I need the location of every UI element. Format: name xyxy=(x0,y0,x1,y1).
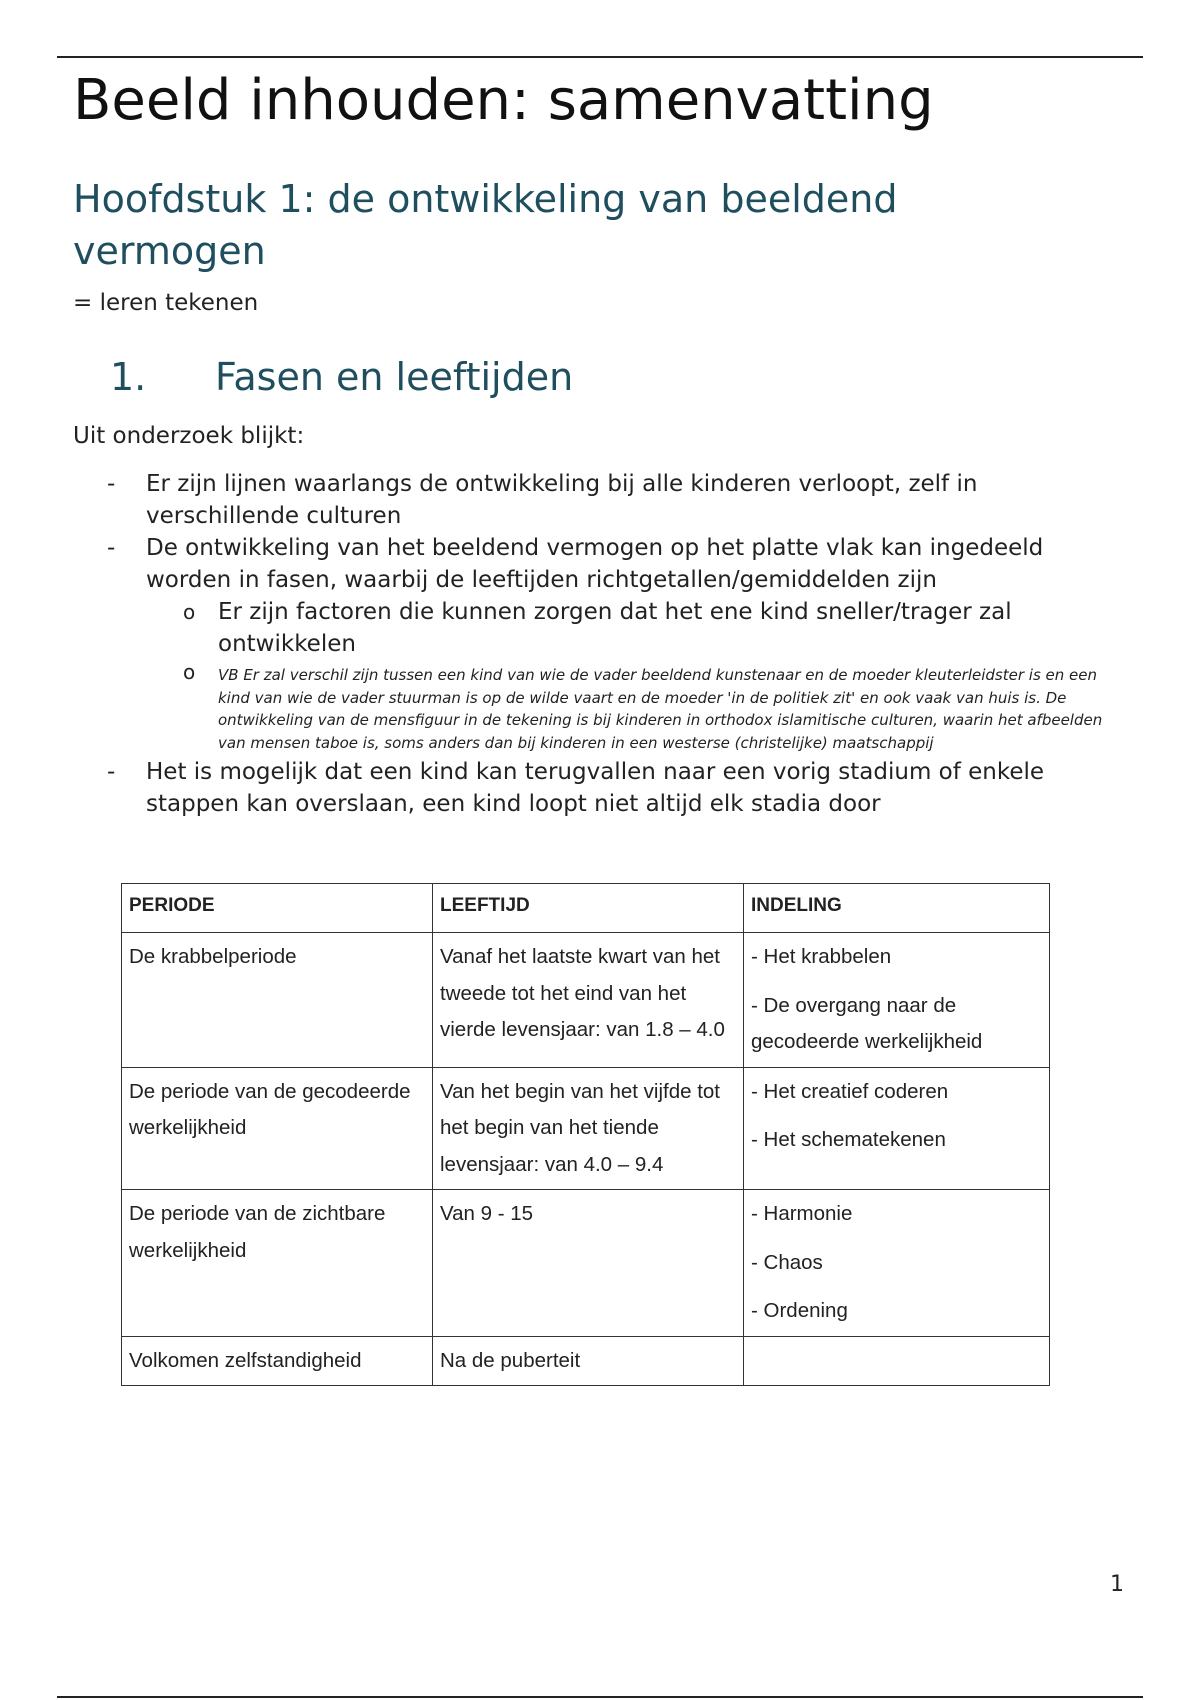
phases-table xyxy=(121,883,1050,1386)
indeling-item: - Harmonie xyxy=(751,1202,853,1225)
bottom-rule xyxy=(57,1696,1143,1698)
cell-periode: De periode van de gecodeerde werkelijkheid xyxy=(122,1067,433,1190)
cell-periode: Volkomen zelfstandigheid xyxy=(122,1336,433,1386)
example-text: VB Er zal verschil zijn tussen een kind van wie de vader beeldend kunstenaar en de moeder kleuterleidster is en een kind van wie de vader stuurman is op de wilde vaart en de moeder 'in de politiek zit' en ook vaak van huis is. De ontwikkeling van de mensfiguur in de tekening is bij kinderen in orthodox islamitische culturen, waarin het afbeelden van mensen taboe is, soms anders dan bij kinderen in een westerse (christelijke) maatschappij xyxy=(218,666,1103,752)
section-number: 1. xyxy=(110,355,147,399)
bullet-dash: - xyxy=(107,759,116,785)
list-item xyxy=(73,468,1133,532)
cell-periode: De krabbelperiode xyxy=(122,933,433,1068)
table-row xyxy=(122,1190,1050,1337)
section-heading xyxy=(110,355,573,399)
indeling-item: - Het creatief coderen xyxy=(751,1079,949,1103)
document-title: Beeld inhouden: samenvatting xyxy=(73,68,934,133)
indeling-item: - Het schematekenen xyxy=(751,1128,946,1151)
list-item-text: Het is mogelijk dat een kind kan terugvallen naar een vorig stadium of enkele stappen kan overslaan, een kind loopt niet altijd elk stadia door xyxy=(146,759,1045,817)
chapter-subtitle: = leren tekenen xyxy=(73,290,259,316)
cell-leeftijd: Van 9 - 15 xyxy=(433,1190,744,1337)
intro-text: Uit onderzoek blijkt: xyxy=(73,423,305,449)
table-row xyxy=(122,1067,1050,1190)
page-number: 1 xyxy=(1110,1572,1124,1597)
indeling-item: - Chaos xyxy=(751,1250,823,1274)
header-indeling: INDELING xyxy=(744,884,1050,933)
cell-indeling xyxy=(744,1336,1050,1386)
sub-list-item xyxy=(73,596,1133,660)
header-leeftijd: LEEFTIJD xyxy=(433,884,744,933)
section-title: Fasen en leeftijden xyxy=(215,355,574,399)
header-periode: PERIODE xyxy=(122,884,433,933)
indeling-item: - De overgang naar de gecodeerde werkelijkheid xyxy=(751,993,983,1053)
cell-leeftijd: Na de puberteit xyxy=(433,1336,744,1386)
list-item-text: De ontwikkeling van het beeldend vermogen op het platte vlak kan ingedeeld worden in fasen, waarbij de leeftijden richtgetallen/gemiddelden zijn xyxy=(146,535,1044,593)
list-item xyxy=(73,756,1133,820)
indeling-item: - Het krabbelen xyxy=(751,945,892,968)
cell-indeling xyxy=(744,1190,1050,1337)
cell-leeftijd: Van het begin van het vijfde tot het begin van het tiende levensjaar: van 4.0 – 9.4 xyxy=(433,1067,744,1190)
bullet-dash: - xyxy=(107,535,116,561)
table-header-row xyxy=(122,884,1050,933)
list-item xyxy=(73,532,1133,596)
table-row xyxy=(122,933,1050,1068)
top-rule xyxy=(57,56,1143,58)
cell-leeftijd: Vanaf het laatste kwart van het tweede tot het eind van het vierde levensjaar: van 1.8 – 4.0 xyxy=(433,933,744,1068)
cell-indeling xyxy=(744,1067,1050,1190)
table-row xyxy=(122,1336,1050,1386)
cell-indeling xyxy=(744,933,1050,1068)
chapter-heading: Hoofdstuk 1: de ontwikkeling van beeldend vermogen xyxy=(73,177,898,273)
cell-periode: De periode van de zichtbare werkelijkheid xyxy=(122,1190,433,1337)
sub-list-item-text: Er zijn factoren die kunnen zorgen dat het ene kind sneller/trager zal ontwikkelen xyxy=(218,599,1012,657)
sub-bullet-marker: o xyxy=(183,660,196,684)
sub-bullet-marker: o xyxy=(183,600,196,624)
sub-list-item-example xyxy=(73,660,1133,754)
indeling-item: - Ordening xyxy=(751,1299,848,1322)
list-item-text: Er zijn lijnen waarlangs de ontwikkeling bij alle kinderen verloopt, zelf in verschillende culturen xyxy=(146,471,978,529)
bullet-list xyxy=(73,468,1133,820)
bullet-dash: - xyxy=(107,471,116,497)
